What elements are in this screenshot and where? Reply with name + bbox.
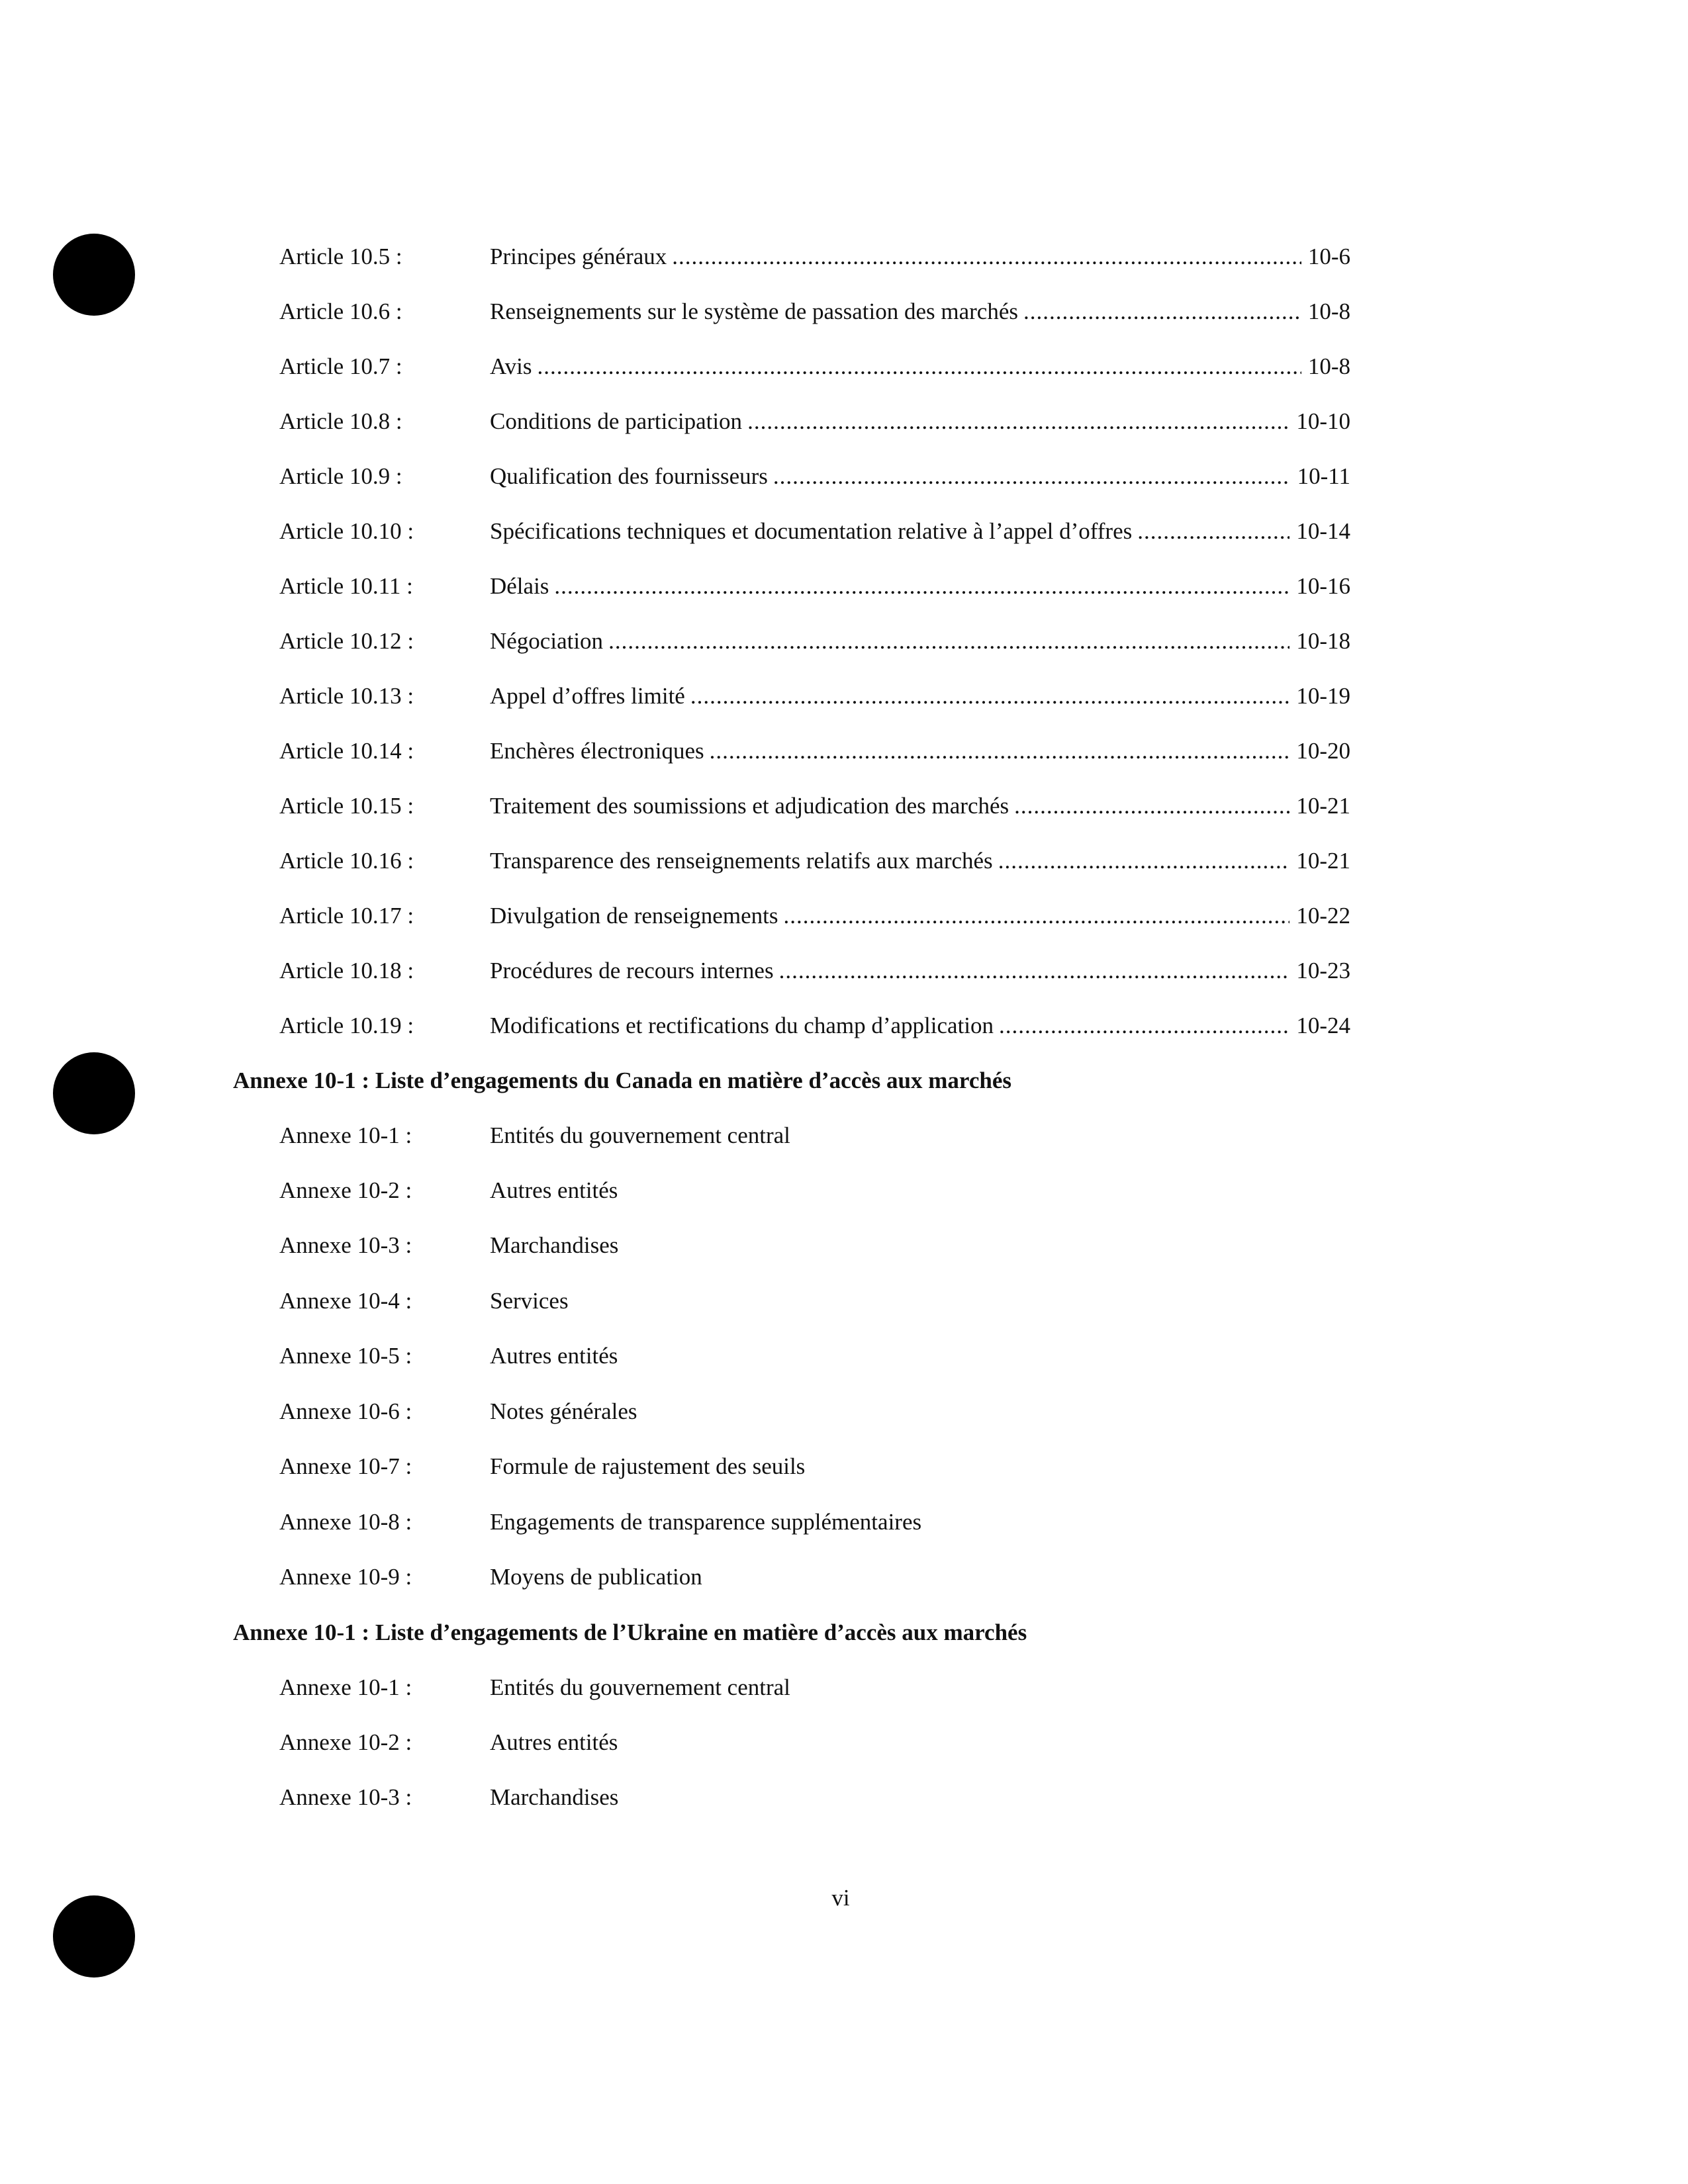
toc-entry-line [490, 347, 1350, 387]
toc-entry-annex [0, 1447, 1688, 1486]
section-heading-canada: Annexe 10-1 : Liste d’engagements du Canada en matière d’accès aux marchés [233, 1068, 1011, 1093]
toc-entry-page: 10-24 [1296, 1013, 1350, 1038]
toc-entry-annex [0, 1392, 1688, 1432]
toc-entry-line [490, 567, 1350, 606]
toc-entry-article [0, 402, 1688, 441]
toc-entry-article [0, 512, 1688, 551]
dot-leader [690, 676, 1290, 716]
toc-entry-label: Article 10.15 : [279, 793, 414, 819]
toc-entry-page: 10-6 [1307, 244, 1350, 269]
toc-entry-article [0, 786, 1688, 826]
toc-entry-label: Article 10.18 : [279, 958, 414, 983]
toc-entry-label: Article 10.11 : [279, 573, 413, 599]
toc-entry-article [0, 621, 1688, 661]
section-heading-ukraine: Annexe 10-1 : Liste d’engagements de l’Ukraine en matière d’accès aux marchés [233, 1619, 1027, 1645]
toc-entry-line [490, 951, 1350, 991]
toc-entry-page: 10-21 [1296, 793, 1350, 819]
dot-leader [747, 402, 1289, 441]
toc-entry-label: Annexe 10-9 : [279, 1564, 412, 1590]
toc-entry-line [490, 621, 1350, 661]
toc-entry-label: Annexe 10-3 : [279, 1232, 412, 1258]
toc-entry-annex [0, 1281, 1688, 1321]
toc-entry-label: Annexe 10-1 : [279, 1674, 412, 1700]
toc-entry-label: Annexe 10-2 : [279, 1177, 412, 1203]
toc-entry-page: 10-18 [1296, 628, 1350, 654]
toc-entry-page: 10-20 [1296, 738, 1350, 764]
toc-entry-title: Divulgation de renseignements [490, 903, 778, 929]
toc-entry-title: Traitement des soumissions et adjudication des marchés [490, 793, 1009, 819]
toc-entry-label: Annexe 10-6 : [279, 1398, 412, 1424]
toc-entry-page: 10-23 [1296, 958, 1350, 983]
toc-entry-title: Spécifications techniques et documentation relative à l’appel d’offres [490, 518, 1133, 544]
toc-entry-title: Autres entités [490, 1343, 618, 1369]
toc-entry-annex [0, 1116, 1688, 1156]
toc-entry-line [490, 731, 1350, 771]
toc-entry-page: 10-8 [1307, 298, 1350, 324]
toc-entry-label: Article 10.13 : [279, 683, 414, 709]
toc-entry-label: Article 10.17 : [279, 903, 414, 929]
dot-leader [1014, 786, 1289, 826]
toc-entry-title: Entités du gouvernement central [490, 1674, 790, 1700]
toc-entry-title: Délais [490, 573, 549, 599]
toc-entry-title: Enchères électroniques [490, 738, 704, 764]
toc-entry-title: Procédures de recours internes [490, 958, 774, 983]
toc-entry-label: Article 10.9 : [279, 463, 402, 489]
dot-leader [538, 347, 1301, 387]
toc-entry-article [0, 896, 1688, 936]
dot-leader [783, 896, 1289, 936]
toc-entry-title: Qualification des fournisseurs [490, 463, 768, 489]
toc-entry-title: Autres entités [490, 1177, 618, 1203]
toc-entry-title: Entités du gouvernement central [490, 1122, 790, 1148]
toc-entry-annex [0, 1226, 1688, 1265]
toc-entry-article [0, 567, 1688, 606]
toc-entry-page: 10-16 [1296, 573, 1350, 599]
toc-entry-label: Annexe 10-8 : [279, 1509, 412, 1535]
dot-leader [672, 237, 1301, 277]
toc-entry-page: 10-11 [1297, 463, 1350, 489]
toc-entry-line [490, 237, 1350, 277]
toc-entry-title: Services [490, 1288, 569, 1314]
toc-entry-line [490, 402, 1350, 441]
toc-entry-article [0, 292, 1688, 332]
toc-entry-article [0, 457, 1688, 496]
toc-entry-label: Annexe 10-3 : [279, 1784, 412, 1810]
toc-entry-title: Marchandises [490, 1232, 619, 1258]
toc-entry-label: Article 10.5 : [279, 244, 402, 269]
toc-entry-line [490, 292, 1350, 332]
toc-entry-line [490, 512, 1350, 551]
toc-entry-title: Engagements de transparence supplémentaires [490, 1509, 922, 1535]
toc-entry-line [490, 1006, 1350, 1046]
toc-entry-label: Article 10.12 : [279, 628, 414, 654]
toc-entry-annex [0, 1171, 1688, 1210]
dot-leader [773, 457, 1291, 496]
toc-entry-label: Annexe 10-1 : [279, 1122, 412, 1148]
toc-entry-label: Article 10.7 : [279, 353, 402, 379]
toc-entry-title: Renseignements sur le système de passation des marchés [490, 298, 1018, 324]
toc-entry-label: Annexe 10-7 : [279, 1453, 412, 1479]
toc-entry-title: Marchandises [490, 1784, 619, 1810]
toc-entry-article [0, 1006, 1688, 1046]
toc-entry-label: Article 10.16 : [279, 848, 414, 874]
dot-leader [1137, 512, 1289, 551]
toc-entry-label: Annexe 10-2 : [279, 1729, 412, 1755]
toc-entry-article [0, 841, 1688, 881]
page-number: vi [831, 1885, 850, 1911]
toc-entry-label: Article 10.14 : [279, 738, 414, 764]
toc-entry-article [0, 237, 1688, 277]
toc-entry-title: Conditions de participation [490, 408, 743, 434]
toc-entry-title: Avis [490, 353, 532, 379]
toc-entry-page: 10-21 [1296, 848, 1350, 874]
toc-entry-title: Formule de rajustement des seuils [490, 1453, 806, 1479]
toc-entry-annex [0, 1723, 1688, 1762]
toc-entry-annex [0, 1557, 1688, 1597]
toc-entry-title: Principes généraux [490, 244, 667, 269]
dot-leader [998, 841, 1290, 881]
binder-hole [53, 1895, 135, 1978]
toc-entry-title: Transparence des renseignements relatifs aux marchés [490, 848, 993, 874]
toc-entry-title: Autres entités [490, 1729, 618, 1755]
toc-entry-annex [0, 1778, 1688, 1817]
toc-entry-line [490, 457, 1350, 496]
toc-entry-annex [0, 1502, 1688, 1542]
toc-entry-label: Article 10.8 : [279, 408, 402, 434]
toc-entry-label: Annexe 10-5 : [279, 1343, 412, 1369]
toc-entry-line [490, 676, 1350, 716]
toc-entry-page: 10-8 [1307, 353, 1350, 379]
toc-entry-annex [0, 1336, 1688, 1376]
toc-entry-title: Négociation [490, 628, 604, 654]
toc-entry-title: Notes générales [490, 1398, 637, 1424]
toc-entry-annex [0, 1668, 1688, 1707]
toc-entry-page: 10-10 [1296, 408, 1350, 434]
toc-entry-label: Annexe 10-4 : [279, 1288, 412, 1314]
dot-leader [710, 731, 1290, 771]
dot-leader [1023, 292, 1301, 332]
toc-entry-label: Article 10.10 : [279, 518, 414, 544]
toc-entry-article [0, 347, 1688, 387]
toc-entry-label: Article 10.6 : [279, 298, 402, 324]
toc-entry-article [0, 951, 1688, 991]
toc-entry-article [0, 676, 1688, 716]
toc-entry-line [490, 841, 1350, 881]
toc-entry-title: Moyens de publication [490, 1564, 702, 1590]
dot-leader [779, 951, 1290, 991]
toc-entry-title: Modifications et rectifications du champ d’application [490, 1013, 994, 1038]
toc-entry-article [0, 731, 1688, 771]
dot-leader [554, 567, 1289, 606]
dot-leader [608, 621, 1289, 661]
toc-entry-line [490, 896, 1350, 936]
toc-entry-page: 10-22 [1296, 903, 1350, 929]
dot-leader [999, 1006, 1289, 1046]
toc-entry-page: 10-14 [1296, 518, 1350, 544]
toc-entry-title: Appel d’offres limité [490, 683, 685, 709]
toc-entry-page: 10-19 [1296, 683, 1350, 709]
toc-entry-line [490, 786, 1350, 826]
toc-entry-label: Article 10.19 : [279, 1013, 414, 1038]
